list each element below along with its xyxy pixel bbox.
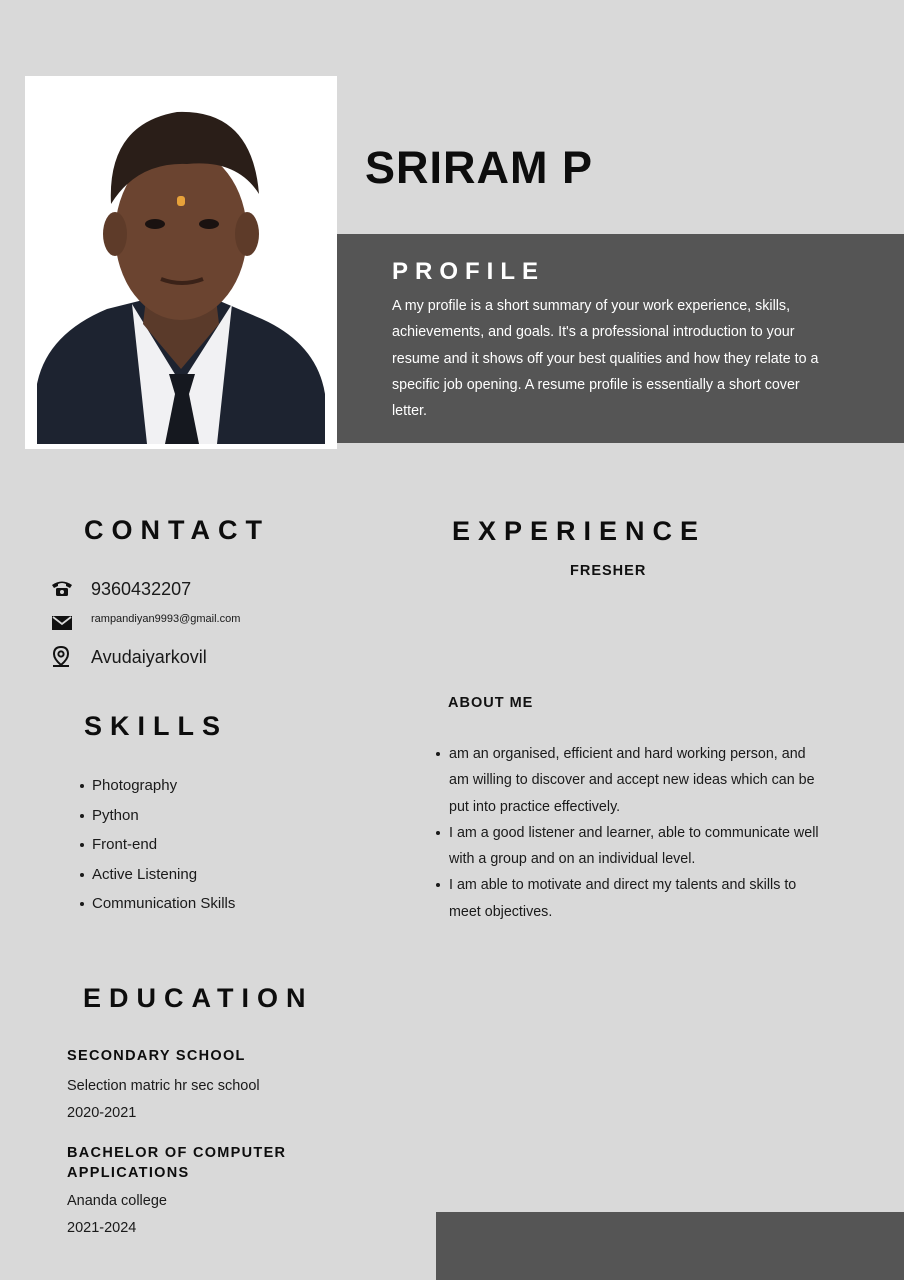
list-item: Python [80,801,235,831]
candidate-name: SRIRAM P [365,142,594,193]
mail-icon [50,611,74,635]
skills-heading: SKILLS [84,711,229,741]
list-item: I am able to motivate and direct my talents and skills to meet objectives. [436,872,826,925]
education-school: Ananda college [67,1193,167,1209]
location-pin-icon [49,645,73,669]
list-item: am an organised, efficient and hard working person, and am willing to discover and accept new ideas which can be put into practice effectively. [436,741,826,820]
contact-email[interactable]: rampandiyan9993@gmail.com [91,613,241,625]
list-item: Front-end [80,830,235,860]
education-school: Selection matric hr sec school [67,1078,260,1094]
footer-band [436,1212,904,1280]
list-item: I am a good listener and learner, able to communicate well with a group and on an individual level. [436,820,826,873]
education-title: BACHELOR OF COMPUTER APPLICATIONS [67,1145,287,1181]
education-title: SECONDARY SCHOOL [67,1048,246,1064]
contact-phone[interactable]: 9360432207 [91,579,192,599]
profile-text: A my profile is a short summary of your work experience, skills, achievements, and goals. It's a professional introduction to your resume and it shows off your best qualities and how they relate to a specific job opening. A resume profile is essentially a short cover letter. [392,298,819,420]
contact-location: Avudaiyarkovil [91,647,207,667]
skills-list [80,771,235,919]
education-heading: EDUCATION [83,983,314,1013]
profile-photo [25,76,337,449]
phone-icon [50,577,74,601]
education-years: 2020-2021 [67,1105,137,1121]
list-item: Communication Skills [80,889,235,919]
about-heading: ABOUT ME [448,695,534,711]
experience-heading: EXPERIENCE [452,516,707,546]
education-years: 2021-2024 [67,1220,137,1236]
profile-heading: PROFILE [392,258,546,285]
list-item: Photography [80,771,235,801]
portrait-image [37,84,325,444]
experience-value: FRESHER [570,563,647,579]
about-list [436,741,826,925]
list-item: Active Listening [80,860,235,890]
contact-heading: CONTACT [84,515,270,545]
